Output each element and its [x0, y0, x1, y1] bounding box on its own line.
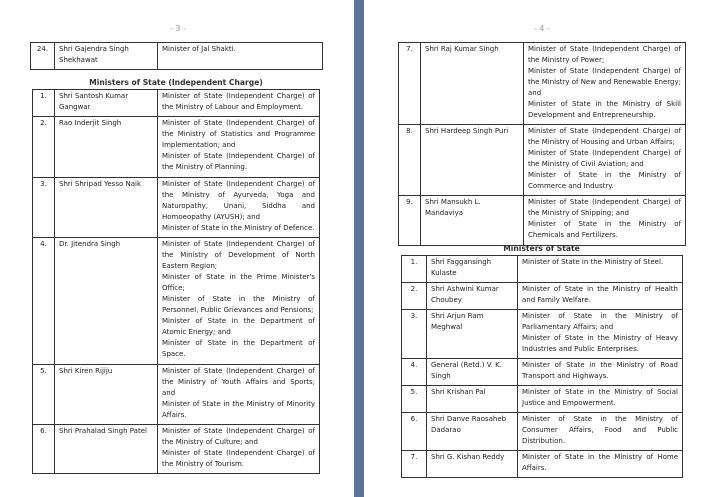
document-page-3 [0, 0, 354, 497]
table-row [33, 90, 320, 117]
table-row [402, 359, 683, 386]
portfolio-line: Minister of State (Independent Charge) of the Ministry of Statistics and Programme Implementation; and [162, 119, 315, 149]
section-heading: Ministers of State [503, 244, 580, 253]
portfolio [518, 386, 683, 413]
serial-number: 3. [33, 178, 55, 238]
table-row [399, 125, 686, 196]
section-heading: Ministers of State (Independent Charge) [89, 78, 263, 87]
portfolio [518, 451, 683, 478]
document-page-4 [364, 0, 720, 497]
portfolio-line: Minister of State (Independent Charge) of the Ministry of Tourism. [162, 449, 315, 468]
portfolio-line: Minister of State in the Ministry of Heavy Industries and Public Enterprises. [522, 334, 678, 353]
serial-number: 1. [402, 256, 427, 283]
portfolio [158, 117, 320, 178]
minister-name: Shri Kiren Rijiju [55, 365, 158, 425]
minister-name: Rao Inderjit Singh [55, 117, 158, 178]
minister-name: Shri Gajendra Singh Shekhawat [55, 43, 158, 70]
portfolio [158, 425, 320, 474]
minister-name: Shri G. Kishan Reddy [427, 451, 518, 478]
portfolio-line: Minister of State in the Ministry of Commerce and Industry. [528, 171, 681, 190]
table-row [33, 365, 320, 425]
table-row [399, 196, 686, 246]
portfolio-line: Minister of State in the Ministry of Steel. [522, 258, 664, 266]
portfolio [524, 43, 686, 125]
portfolio-line: Minister of State in the Ministry of Minority Affairs. [162, 400, 315, 419]
minister-name: Shri Shripad Yesso Naik [55, 178, 158, 238]
table-row [402, 451, 683, 478]
portfolio-line: Minister of State in the Ministry of Health and Family Welfare. [522, 285, 678, 304]
table-row [33, 238, 320, 365]
portfolio-line: Minister of State in the Ministry of Home Affairs. [522, 453, 678, 472]
portfolio-line: Minister of State in the Ministry of Chemicals and Fertilizers. [528, 220, 681, 239]
portfolio-line: Minister of State in the Ministry of Defence. [162, 224, 315, 232]
table-row [402, 413, 683, 451]
portfolio-line: Minister of State (Independent Charge) of the Ministry of Youth Affairs and Sports; and [162, 367, 315, 397]
portfolio-line: Minister of State (Independent Charge) of the Ministry of Civil Aviation; and [528, 149, 681, 168]
serial-number: 1. [33, 90, 55, 117]
cabinet-ministers-table [30, 42, 323, 70]
table-row [402, 283, 683, 310]
portfolio-line: Minister of State in the Ministry of Social Justice and Empowerment. [522, 388, 678, 407]
minister-name: Shri Krishan Pal [427, 386, 518, 413]
minister-name: General (Retd.) V. K. Singh [427, 359, 518, 386]
table-row [31, 43, 323, 70]
ministers-of-state-table [401, 255, 683, 478]
portfolio-line: Minister of State in the Ministry of Consumer Affairs, Food and Public Distribution. [522, 415, 678, 445]
serial-number: 6. [402, 413, 427, 451]
portfolio-line: Minister of State in the Department of Space. [162, 339, 315, 358]
minister-name: Shri Hardeep Singh Puri [421, 125, 524, 196]
portfolio [518, 359, 683, 386]
minister-name: Shri Arjun Ram Meghwal [427, 310, 518, 359]
portfolio-line: Minister of State (Independent Charge) of the Ministry of Development of North Eastern Region; [162, 240, 315, 270]
minister-name: Shri Ashwini Kumar Choubey [427, 283, 518, 310]
portfolio-line: Minister of State (Independent Charge) of the Ministry of New and Renewable Energy; and [528, 67, 681, 97]
minister-name: Shri Danve Raosaheb Dadarao [427, 413, 518, 451]
serial-number: 2. [33, 117, 55, 178]
portfolio-line: Minister of State in the Ministry of Personnel, Public Grievances and Pensions; [162, 295, 315, 314]
minister-name: Shri Mansukh L. Mandaviya [421, 196, 524, 246]
serial-number: 24. [31, 43, 55, 70]
portfolio [518, 283, 683, 310]
table-row [402, 256, 683, 283]
portfolio [158, 90, 320, 117]
page-number: - 3 - [170, 24, 186, 33]
table-row [399, 43, 686, 125]
portfolio-line: Minister of State (Independent Charge) of the Ministry of Planning. [162, 152, 315, 171]
portfolio-line: Minister of State in the Ministry of Road Transport and Highways. [522, 361, 678, 380]
serial-number: 9. [399, 196, 421, 246]
ministers-of-state-independent-table-continued [398, 42, 686, 246]
portfolio [524, 196, 686, 246]
portfolio-line: Minister of State (Independent Charge) of the Ministry of Housing and Urban Affairs; [528, 127, 681, 146]
portfolio [158, 43, 323, 70]
serial-number: 4. [33, 238, 55, 365]
serial-number: 2. [402, 283, 427, 310]
portfolio-line: Minister of Jal Shakti. [162, 45, 236, 53]
table-row [33, 425, 320, 474]
portfolio [518, 310, 683, 359]
portfolio [158, 365, 320, 425]
portfolio-line: Minister of State (Independent Charge) of the Ministry of Shipping; and [528, 198, 681, 217]
portfolio-line: Minister of State (Independent Charge) of the Ministry of Ayurveda, Yoga and Naturopathy, Unani, Siddha and Homoeopathy (AYUSH); and [162, 180, 315, 221]
table-row [33, 117, 320, 178]
table-row [33, 178, 320, 238]
portfolio-line: Minister of State in the Department of Atomic Energy; and [162, 317, 315, 336]
serial-number: 8. [399, 125, 421, 196]
portfolio [158, 178, 320, 238]
minister-name: Shri Faggansingh Kulaste [427, 256, 518, 283]
serial-number: 5. [33, 365, 55, 425]
portfolio-line: Minister of State (Independent Charge) of the Ministry of Power; [528, 45, 681, 64]
serial-number: 3. [402, 310, 427, 359]
serial-number: 5. [402, 386, 427, 413]
portfolio [518, 256, 683, 283]
serial-number: 7. [399, 43, 421, 125]
minister-name: Shri Santosh Kumar Gangwar [55, 90, 158, 117]
ministers-of-state-independent-table [32, 89, 320, 474]
portfolio-line: Minister of State (Independent Charge) of the Ministry of Culture; and [162, 427, 315, 446]
table-row [402, 310, 683, 359]
table-row [402, 386, 683, 413]
serial-number: 7. [402, 451, 427, 478]
portfolio-line: Minister of State (Independent Charge) of the Ministry of Labour and Employment. [162, 92, 315, 111]
portfolio-line: Minister of State in the Prime Minister's Office; [162, 273, 315, 292]
portfolio [524, 125, 686, 196]
portfolio [158, 238, 320, 365]
minister-name: Dr. Jitendra Singh [55, 238, 158, 365]
serial-number: 4. [402, 359, 427, 386]
portfolio-line: Minister of State in the Ministry of Parliamentary Affairs; and [522, 312, 678, 331]
minister-name: Shri Prahalad Singh Patel [55, 425, 158, 474]
minister-name: Shri Raj Kumar Singh [421, 43, 524, 125]
page-number: - 4 - [534, 24, 550, 33]
portfolio [518, 413, 683, 451]
portfolio-line: Minister of State in the Ministry of Skill Development and Entrepreneurship. [528, 100, 681, 119]
serial-number: 6. [33, 425, 55, 474]
